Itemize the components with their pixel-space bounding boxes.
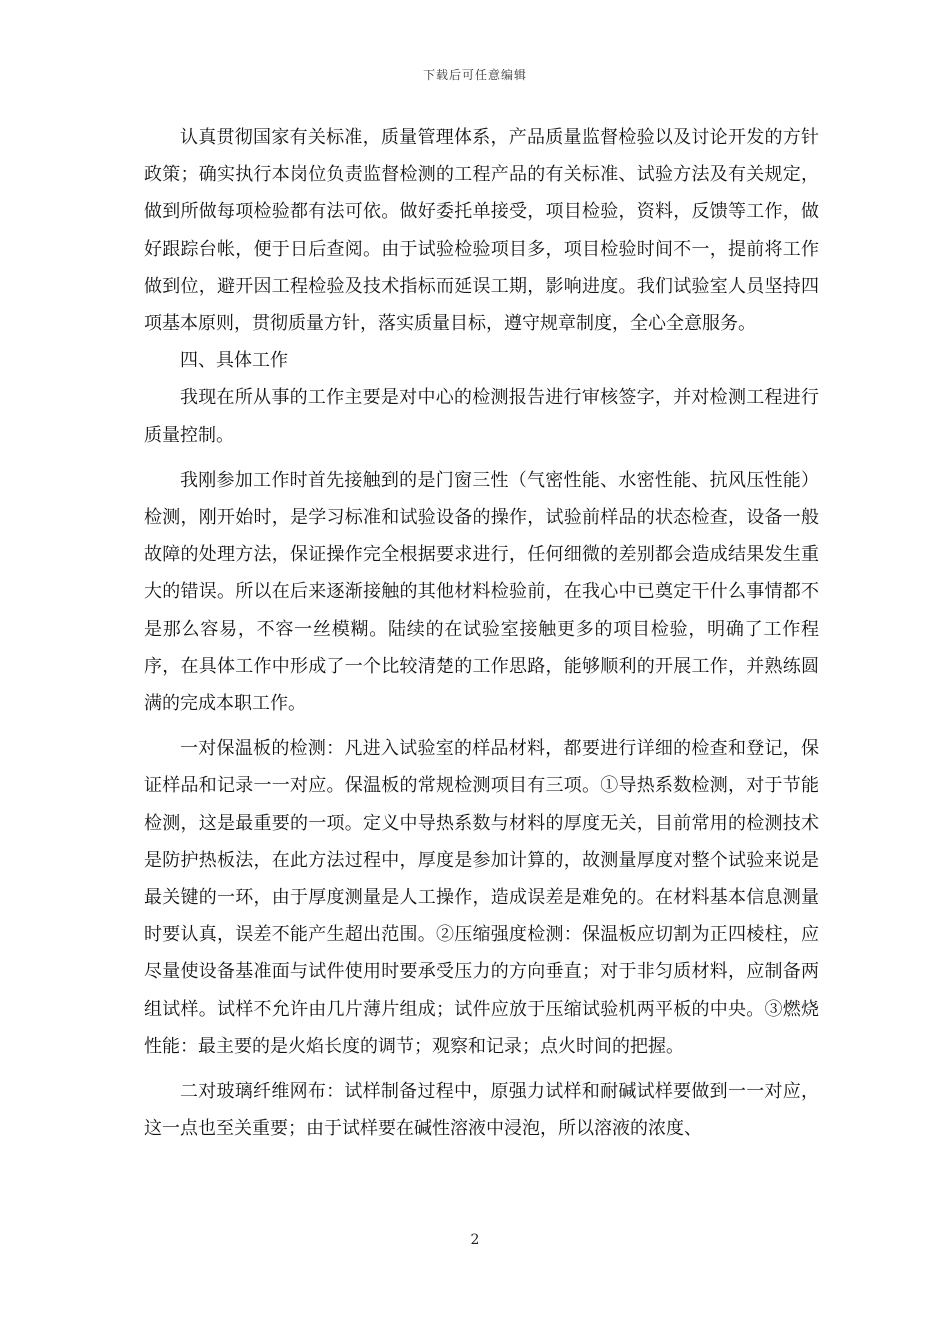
- paragraph-glass-fiber-mesh: 二对玻璃纤维网布：试样制备过程中，原强力试样和耐碱试样要做到一一对应，这一点也至关重要；由于试样要在碱性溶液中浸泡，所以溶液的浓度、: [144, 1081, 819, 1140]
- page-number: 2: [470, 1232, 480, 1248]
- paragraph-insulation-board: 一对保温板的检测：凡进入试验室的样品材料，都要进行详细的检查和登记，保证样品和记录一一对应。保温板的常规检测项目有三项。①导热系数检测，对于节能检测，这是最重要的一项。定义中导热系数与材料的厚度无关，目前常用的检测技术是防护热板法，在此方法过程中，厚度是参加计算的，故测量厚度对整个试验来说是最关键的一环，由于厚度测量是人工操作，造成误差是难免的。在材料基本信息测量时要认真，误差不能产生超出范围。②压缩强度检测：保温板应切割为正四棱柱，应尽量使设备基准面与试件使用时要承受压力的方向垂直；对于非匀质材料，应制备两组试样。试样不允许由几片薄片组成；试件应放于压缩试验机两平板的中央。③燃烧性能：最主要的是火焰长度的调节；观察和记录；点火时间的把握。: [144, 738, 819, 1057]
- page-header: 下载后可任意编辑: [422, 68, 527, 82]
- paragraph-window-testing: 我刚参加工作时首先接触到的是门窗三性（气密性能、水密性能、抗风压性能）检测，刚开始时，是学习标准和试验设备的操作，试验前样品的状态检查，设备一般故障的处理方法，保证操作完全根据要求进行，任何细微的差别都会造成结果发生重大的错误。所以在后来逐渐接触的其他材料检验前，在我心中已奠定干什么事情都不是那么容易，不容一丝模糊。陆续的在试验室接触更多的项目检验，明确了工作程序，在具体工作中形成了一个比较清楚的工作思路，能够顺利的开展工作，并熟练圆满的完成本职工作。: [144, 469, 819, 715]
- document-body: [144, 119, 819, 1147]
- paragraph-current-work: 我现在所从事的工作主要是对中心的检测报告进行审核签字，并对检测工程进行质量控制。: [144, 387, 819, 446]
- section-heading-specific-work: 四、具体工作: [180, 350, 288, 372]
- paragraph-standards: 认真贯彻国家有关标准，质量管理体系，产品质量监督检验以及讨论开发的方针政策；确实执行本岗位负责监督检测的工程产品的有关标准、试验方法及有关规定，做到所做每项检验都有法可依。做好委托单接受，项目检验，资料，反馈等工作，做好跟踪台帐，便于日后查阅。由于试验检验项目多，项目检验时间不一，提前将工作做到位，避开因工程检验及技术指标而延误工期，影响进度。我们试验室人员坚持四项基本原则，贯彻质量方针，落实质量目标，遵守规章制度，全心全意服务。: [144, 127, 819, 335]
